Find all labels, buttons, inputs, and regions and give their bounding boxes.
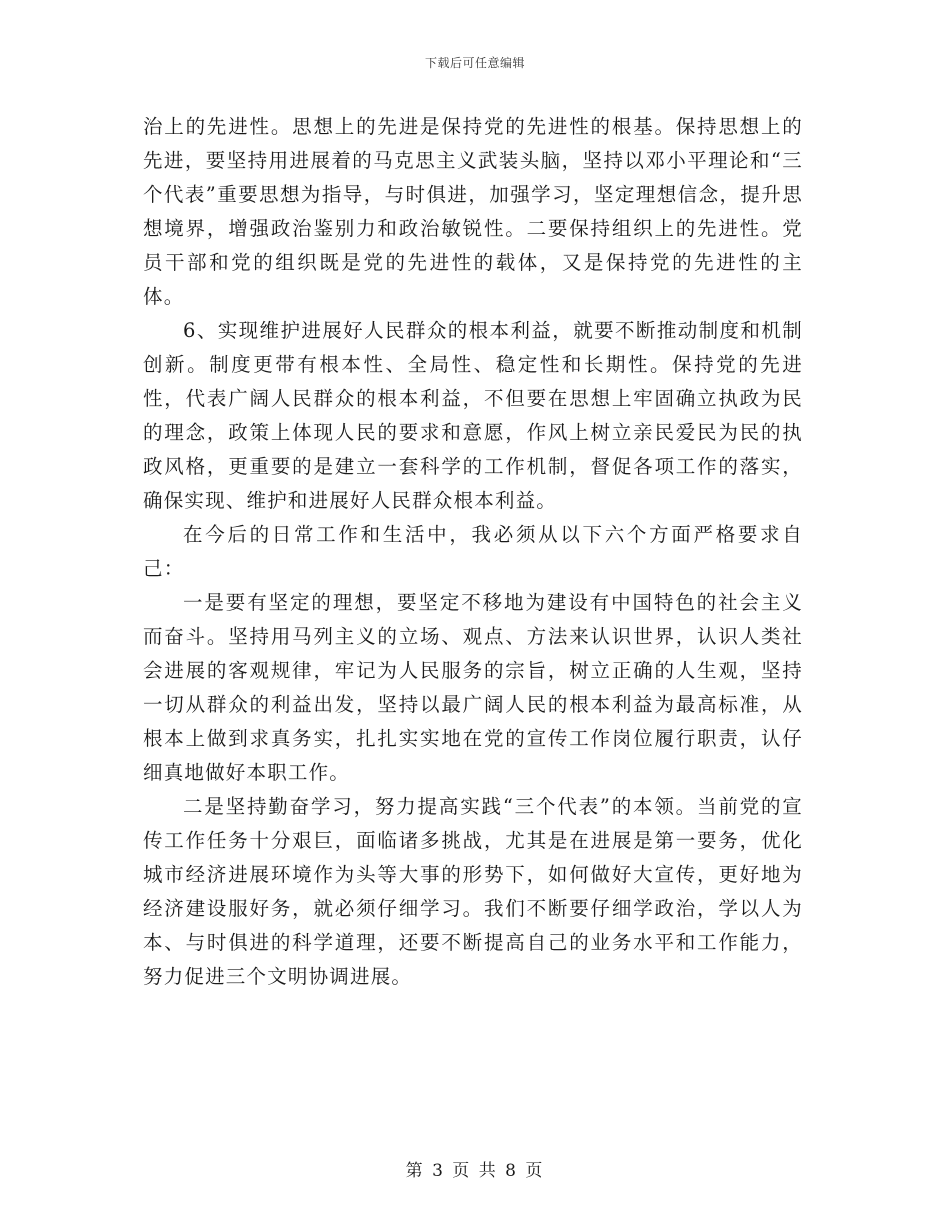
page-number-footer: 第 3 页 共 8 页 — [405, 1161, 545, 1181]
page-header: 下载后可任意编辑 — [424, 56, 525, 70]
paragraph-6: 6、实现维护进展好人民群众的根本利益，就要不断推动制度和机制创新。制度更带有根本性、全局性、稳定性和长期性。保持党的先进性，代表广阔人民群众的根本利益，不但要在思想上牢固确立执政为民的理念，政策上体现人民的要求和意愿，作风上树立亲民爱民为民的执政风格，更重要的是建立一套科学的工作机制，督促各项工作的落实，确保实现、维护和进展好人民群众根本利益。 — [143, 319, 803, 512]
paragraph-requirement-1: 一是要有坚定的理想，要坚定不移地为建设有中国特色的社会主义而奋斗。坚持用马列主义的立场、观点、方法来认识世界，认识人类社会进展的客观规律，牢记为人民服务的宗旨，树立正确的人生观，坚持一切从群众的利益出发，坚持以最广阔人民的根本利益为最高标准，从根本上做到求真务实，扎扎实实地在党的宣传工作岗位履行职责，认仔细真地做好本职工作。 — [143, 591, 803, 784]
paragraph-intro-requirements: 在今后的日常工作和生活中，我必须从以下六个方面严格要求自己： — [143, 523, 803, 580]
paragraph-continuation: 治上的先进性。思想上的先进是保持党的先进性的根基。保持思想上的先进，要坚持用进展着的马克思主义武装头脑，坚持以邓小平理论和“三个代表”重要思想为指导，与时俱进，加强学习，坚定理想信念，提升思想境界，增强政治鉴别力和政治敏锐性。二要保持组织上的先进性。党员干部和党的组织既是党的先进性的载体，又是保持党的先进性的主体。 — [143, 115, 803, 308]
paragraph-requirement-2: 二是坚持勤奋学习，努力提高实践“三个代表”的本领。当前党的宣传工作任务十分艰巨，面临诸多挑战，尤其是在进展是第一要务，优化城市经济进展环境作为头等大事的形势下，如何做好大宣传，更好地为经济建设服好务，就必须仔细学习。我们不断要仔细学政治，学以人为本、与时俱进的科学道理，还要不断提高自己的业务水平和工作能力，努力促进三个文明协调进展。 — [143, 795, 803, 988]
document-body — [143, 110, 803, 994]
